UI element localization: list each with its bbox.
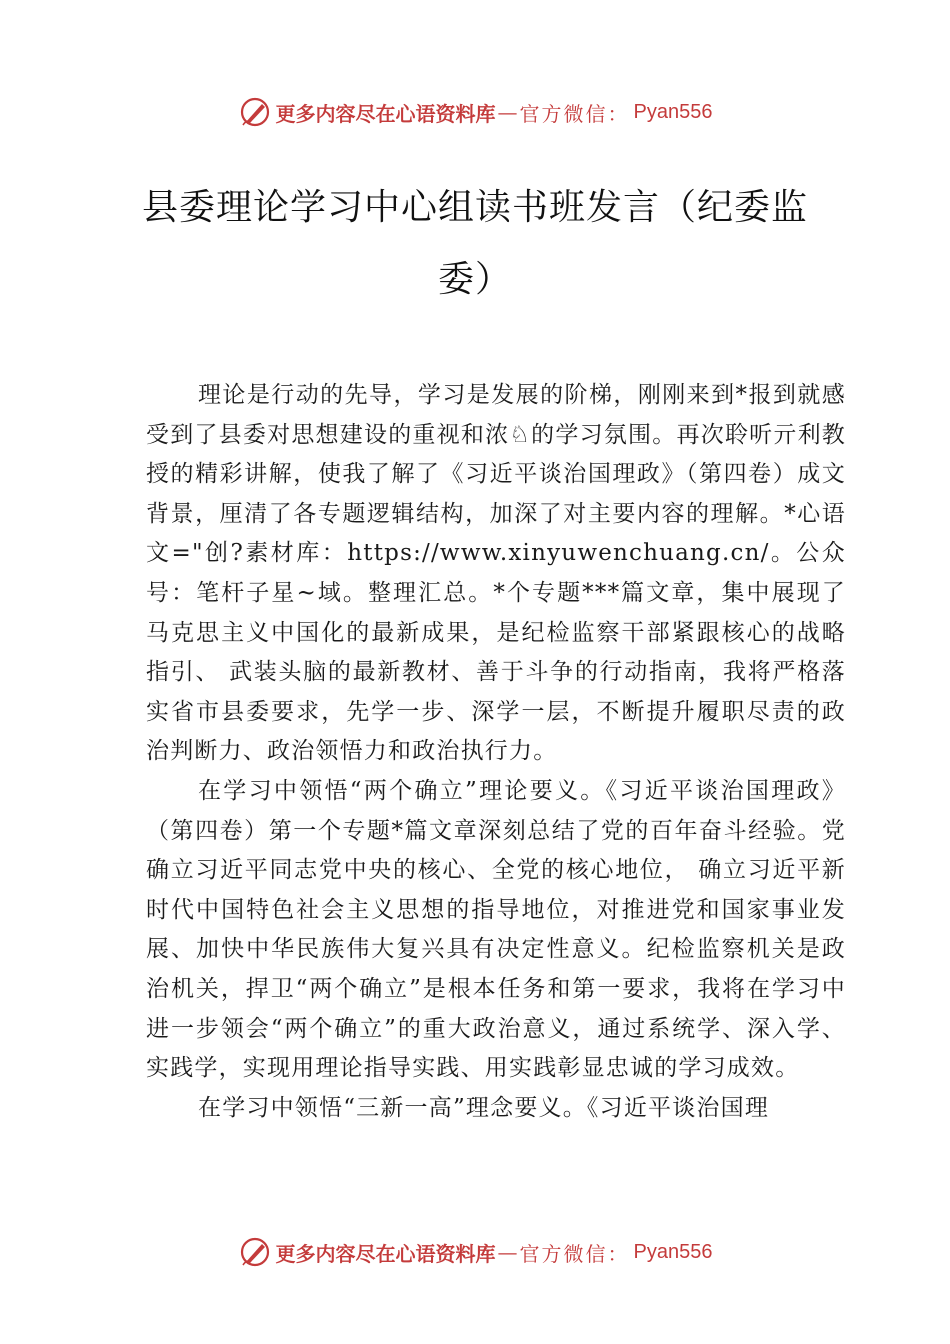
footer-wechat-id: Pyan556	[633, 1240, 713, 1263]
document-title: 县委理论学习中心组读书班发言（纪委监委）	[141, 187, 808, 300]
paragraph-three-new-one-high: 在学习中领悟“三新一高”理念要义。《习近平谈治国理	[198, 1094, 770, 1121]
footer-promo-text: 更多内容尽在心语资料库	[275, 1241, 496, 1266]
paragraph-intro: 理论是行动的先导，学习是发展的阶梯，刚刚来到*报到就感受到了县委对思想建设的重视和浓♘的学习氛围。再次聆听亓利教授的精彩讲解，使我了解了《习近平谈治国理政》（第四卷）成文背景，厘清了各专题逻辑结构，加深了对主要内容的理解。*心语文="创?素材库：https://www.xinyuwenchuang.cn/。公众号：笔杆子星~域。整理汇总。*个专题***篇文章，集中展现了马克思主义中国化的最新成果，是纪检监察干部紧跟核心的战略指引、 武装头脑的最新教材、善于斗争的行动指南，我将严格落实省市县委要求，先学一步、深学一层，不断提升履职尽责的政治判断力、政治领悟力和政治执行力。	[146, 382, 846, 765]
header-banner	[0, 92, 950, 132]
footer-separator: —	[497, 1240, 518, 1264]
pen-logo-icon	[238, 95, 272, 129]
pen-logo-icon	[238, 1235, 272, 1269]
header-promo-text: 更多内容尽在心语资料库	[275, 101, 496, 126]
paragraph-two-establishments: 在学习中领悟“两个确立”理论要义。《习近平谈治国理政》（第四卷）第一个专题*篇文章深刻总结了党的百年奋斗经验。党确立习近平同志党中央的核心、全党的核心地位， 确立习近平新时代中国特色社会主义思想的指导地位，对推进党和国家事业发展、加快中华民族伟大复兴具有决定性意义。纪检监察机关是政治机关，捍卫“两个确立”是根本任务和第一要求，我将在学习中进一步领会“两个确立”的重大政治意义，通过系统学、深入学、实践学，实现用理论指导实践、用实践彰显忠诚的学习成效。	[146, 777, 846, 1082]
document-body	[146, 376, 846, 1128]
header-wechat-label: 官方微信：	[519, 101, 630, 126]
header-separator: —	[497, 100, 518, 124]
footer-wechat-label: 官方微信：	[519, 1241, 630, 1266]
footer-banner	[0, 1232, 950, 1272]
header-wechat-id: Pyan556	[633, 100, 713, 123]
